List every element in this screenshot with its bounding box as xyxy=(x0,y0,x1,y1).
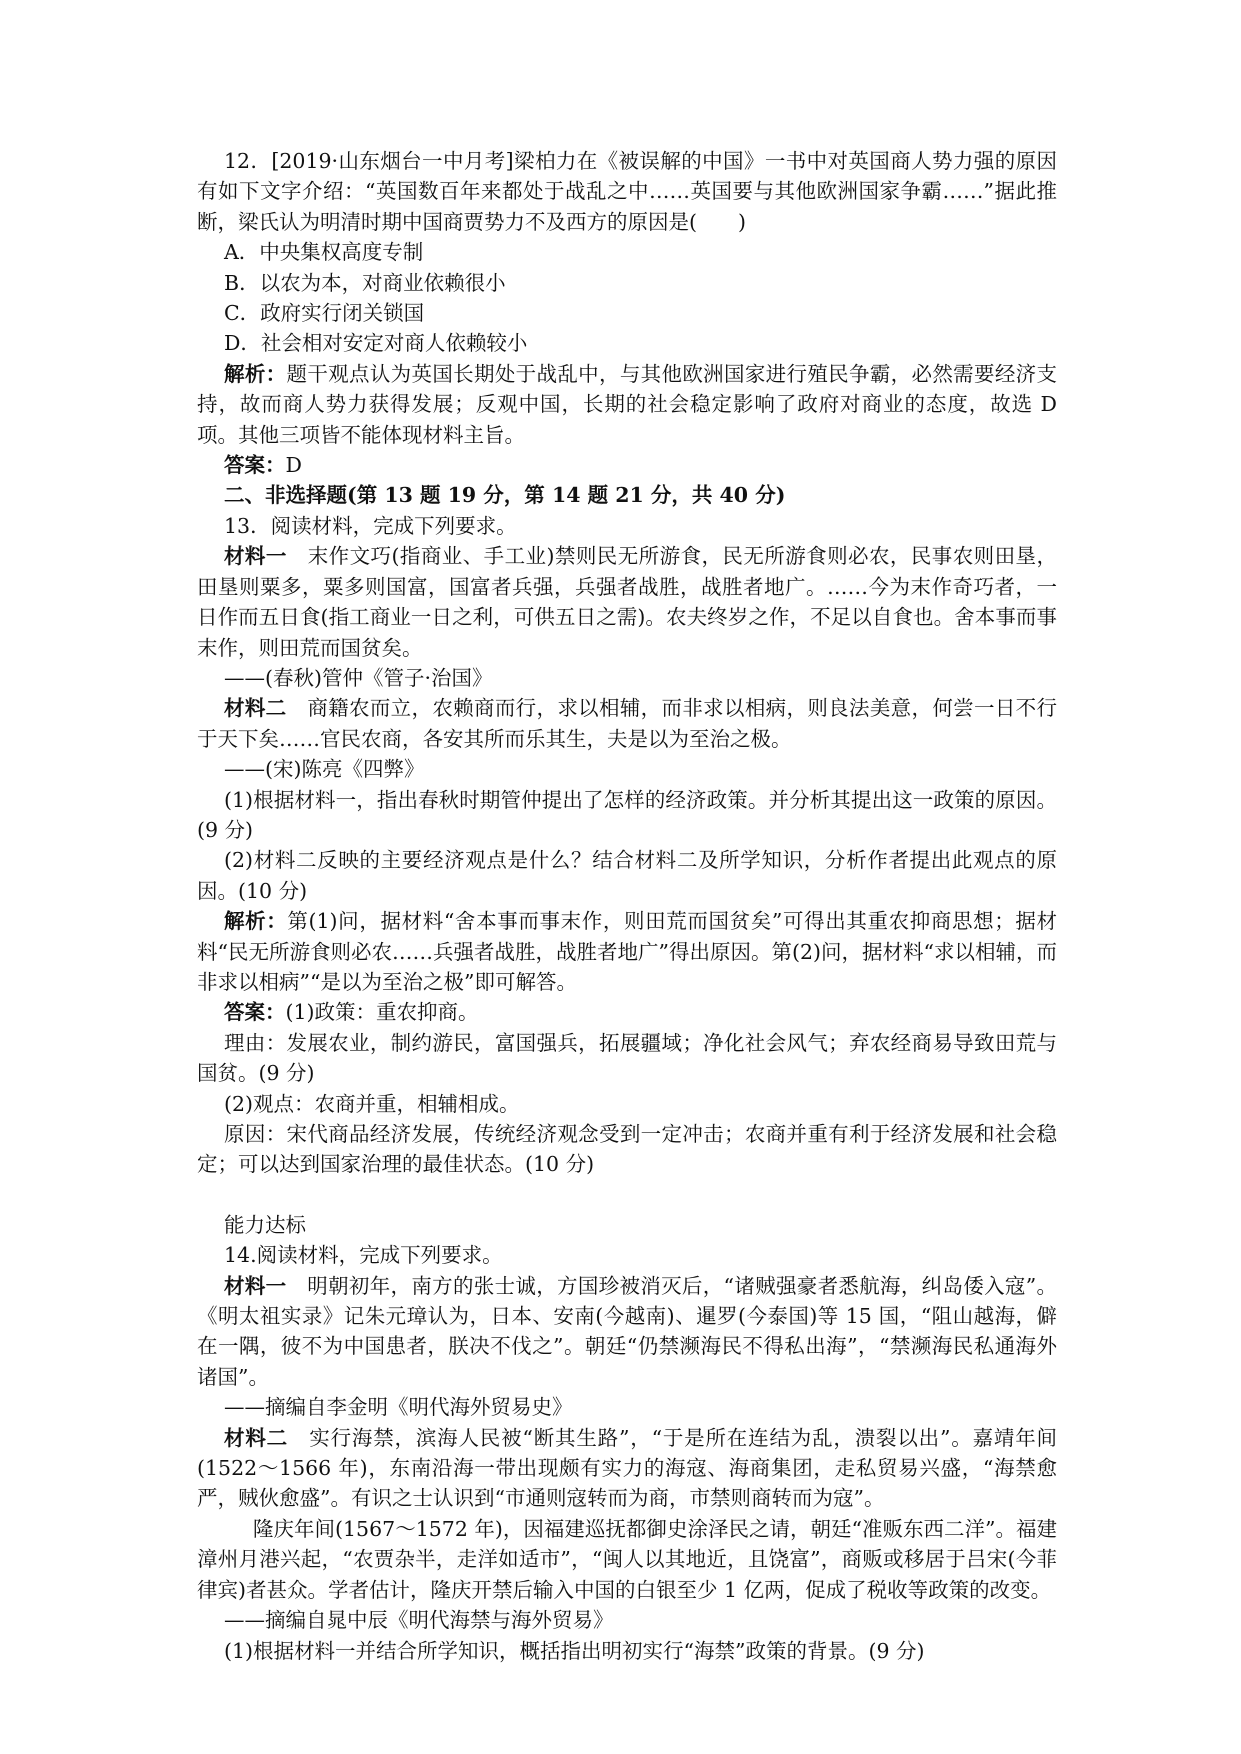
material-label: 材料一 xyxy=(224,1273,287,1298)
q12-option-b: B．以农为本，对商业依赖很小 xyxy=(224,270,506,295)
material-text: 商籍农而立，农赖商而行，求以相辅，而非求以相病，则良法美意，何尝一日不行于天下矣……官民农商，各安其所而乐其生，夫是以为至治之极。 xyxy=(197,696,1057,751)
q14-material2-continued: 隆庆年间(1567～1572 年)，因福建巡抚都御史涂泽民之请，朝廷“准贩东西二洋”。福建漳州月港兴起，“农贾杂半，走洋如适市”，“闽人以其地近，且饶富”，商贩或移居于吕宋(今菲律宾)者甚众。学者估计，隆庆开禁后输入中国的白银至少 1 亿两，促成了税收等政策的改变。 xyxy=(197,1516,1057,1602)
q13-answer2: 理由：发展农业，制约游民，富国强兵，拓展疆域；净化社会风气；弃农经商易导致田荒与国贫。(9 分) xyxy=(197,1030,1057,1086)
q12-stem: 12．[2019·山东烟台一中月考]梁柏力在《被误解的中国》一书中对英国商人势力强的原因有如下文字介绍：“英国数百年来都处于战乱之中……英国要与其他欧洲国家争霸……”据此推断，梁氏认为明清时期中国商贾势力不及西方的原因是( ) xyxy=(197,149,1057,234)
q13-material2-source: ——(宋)陈亮《四弊》 xyxy=(224,757,425,782)
q13-material1 xyxy=(197,541,1057,663)
q14-material2 xyxy=(197,1423,1057,1514)
q13-answer3: (2)观点：农商并重，相辅相成。 xyxy=(224,1091,520,1116)
section2-heading: 二、非选择题(第 13 题 19 分，第 14 题 21 分，共 40 分) xyxy=(224,483,786,508)
q14-material1-source: ——摘编自李金明《明代海外贸易史》 xyxy=(224,1395,573,1420)
q13-material2 xyxy=(197,693,1057,754)
material-label: 材料一 xyxy=(224,544,287,569)
q14-material1 xyxy=(197,1271,1057,1393)
section-ability-heading: 能力达标 xyxy=(224,1212,306,1237)
q12-option-a: A．中央集权高度专制 xyxy=(224,240,424,265)
q13-answer4: 原因：宋代商品经济发展，传统经济观念受到一定冲击；农商并重有利于经济发展和社会稳定；可以达到国家治理的最佳状态。(10 分) xyxy=(197,1122,1057,1177)
material-text: 明朝初年，南方的张士诚，方国珍被消灭后，“诸贼强豪者悉航海，纠岛倭入寇”。《明太祖实录》记朱元璋认为，日本、安南(今越南)、暹罗(今泰国)等 15 国，“阻山越海，僻在一隅，彼不为中国患者，朕决不伐之”。朝廷“仍禁濒海民不得私出海”，“禁濒海民私通海外诸国”。 xyxy=(197,1273,1058,1389)
q12-option-d: D．社会相对安定对商人依赖较小 xyxy=(224,331,528,356)
analysis-label: 解析： xyxy=(224,361,287,386)
q13-sub2: (2)材料二反映的主要经济观点是什么？结合材料二及所学知识，分析作者提出此观点的原因。(10 分) xyxy=(197,848,1057,903)
q13-answer1 xyxy=(197,997,1057,1027)
answer-label: 答案： xyxy=(224,1000,286,1025)
section-gap xyxy=(197,1180,1057,1210)
analysis-label: 解析： xyxy=(224,909,288,934)
document-page xyxy=(197,146,1057,1666)
q13-analysis xyxy=(197,906,1057,997)
q13-sub1: (1)根据材料一，指出春秋时期管仲提出了怎样的经济政策。并分析其提出这一政策的原因。(9 分) xyxy=(197,787,1057,842)
material-label: 材料二 xyxy=(224,696,287,721)
q14-sub1: (1)根据材料一并结合所学知识，概括指出明初实行“海禁”政策的背景。(9 分) xyxy=(224,1638,925,1663)
material-label: 材料二 xyxy=(224,1425,288,1450)
q12-answer xyxy=(197,450,1057,480)
q14-stem: 14.阅读材料，完成下列要求。 xyxy=(224,1243,503,1268)
answer-text: (1)政策：重农抑商。 xyxy=(285,1000,479,1025)
material-text: 实行海禁，滨海人民被“断其生路”，“于是所在连结为乱，溃裂以出”。嘉靖年间(1522～1566 年)，东南沿海一带出现颇有实力的海寇、海商集团，走私贸易兴盛，“海禁愈严，贼伙愈盛”。有识之士认识到“市通则寇转而为商，市禁则商转而为寇”。 xyxy=(197,1425,1058,1511)
q12-analysis xyxy=(197,359,1057,450)
analysis-text: 题干观点认为英国长期处于战乱中，与其他欧洲国家进行殖民争霸，必然需要经济支持，故而商人势力获得发展；反观中国，长期的社会稳定影响了政府对商业的态度，故选 D 项。其他三项皆不能体现材料主旨。 xyxy=(197,361,1057,447)
q13-stem: 13．阅读材料，完成下列要求。 xyxy=(224,513,517,538)
q12-option-c: C．政府实行闭关锁国 xyxy=(224,301,425,326)
material-text: 末作文巧(指商业、手工业)禁则民无所游食，民无所游食则必农，民事农则田垦，田垦则粟多，粟多则国富，国富者兵强，兵强者战胜，战胜者地广。……今为末作奇巧者，一日作而五日食(指工商业一日之利，可供五日之需)。农夫终岁之作，不足以自食也。舍本事而事末作，则田荒而国贫矣。 xyxy=(197,544,1057,660)
q13-material1-source: ——(春秋)管仲《管子·治国》 xyxy=(224,665,493,690)
q14-material2-source: ——摘编自晁中辰《明代海禁与海外贸易》 xyxy=(224,1608,614,1633)
analysis-text: 第(1)问，据材料“舍本事而事末作，则田荒而国贫矣”可得出其重农抑商思想；据材料“民无所游食则必农……兵强者战胜，战胜者地广”得出原因。第(2)问，据材料“求以相辅，而非求以相病”“是以为至治之极”即可解答。 xyxy=(197,909,1058,994)
answer-label: 答案： xyxy=(224,453,286,478)
answer-text: D xyxy=(285,453,302,478)
